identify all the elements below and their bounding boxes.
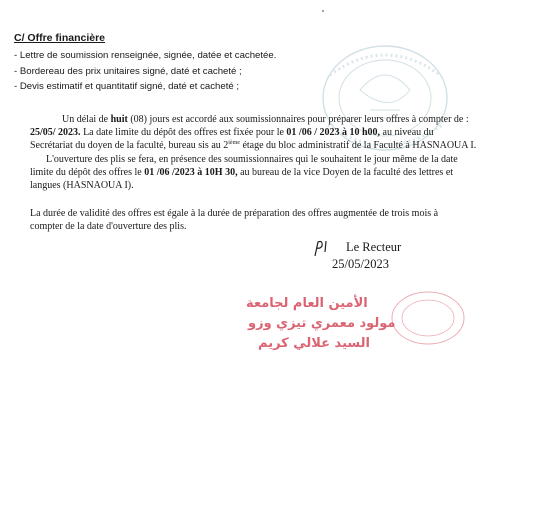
signatory-date: 25/05/2023: [332, 257, 389, 271]
round-stamp: [388, 288, 468, 348]
para1-line2: 25/05/ 2023. La date limite du dépôt des offres est fixée pour le 01 /06 / 2023 à 10 h00, au niveau du: [30, 127, 434, 138]
signatory-title: Le Recteur: [346, 240, 402, 254]
para1-line1: Un délai de huit (08) jours est accordé aux soumissionnaires pour préparer leurs offres à compter de :: [62, 114, 469, 125]
list-item: - Devis estimatif et quantitatif signé, daté et cacheté ;: [14, 81, 240, 92]
speck: [322, 10, 324, 12]
para3-line2: compter de la date d'ouverture des plis.: [30, 221, 187, 232]
document-list: [14, 48, 276, 95]
stamp-line-2: مولود معمري تيزي وزو: [248, 316, 396, 331]
section-title: C/ Offre financière: [14, 32, 106, 44]
stamp-line-1: الأمين العام لجامعة: [246, 296, 368, 311]
para3-line1: La durée de validité des offres est égale à la durée de préparation des offres augmentée de trois mois à: [30, 208, 439, 219]
list-item: - Bordereau des prix unitaires signé, daté et cacheté ;: [14, 65, 242, 77]
para2-line3: langues (HASNAOUA I).: [30, 180, 134, 191]
stamp-line-3: السيد علالي كريم: [258, 336, 370, 351]
list-item: - Lettre de soumission renseignée, signée, datée et cachetée.: [14, 50, 277, 61]
para1-line3: Secrétariat du doyen de la faculté, bureau sis au 2ième étage du bloc administratif de la Faculté à HASNAOUA I.: [30, 140, 477, 151]
para2-line2: limite du dépôt des offres le 01 /06 /2023 à 10H 30, au bureau de la vice Doyen de la faculté des lettres et: [30, 167, 454, 178]
para2-line1: L'ouverture des plis se fera, en présence des soumissionnaires qui le souhaitent le jour même de la date: [46, 154, 458, 165]
initials-signature: [311, 238, 335, 258]
